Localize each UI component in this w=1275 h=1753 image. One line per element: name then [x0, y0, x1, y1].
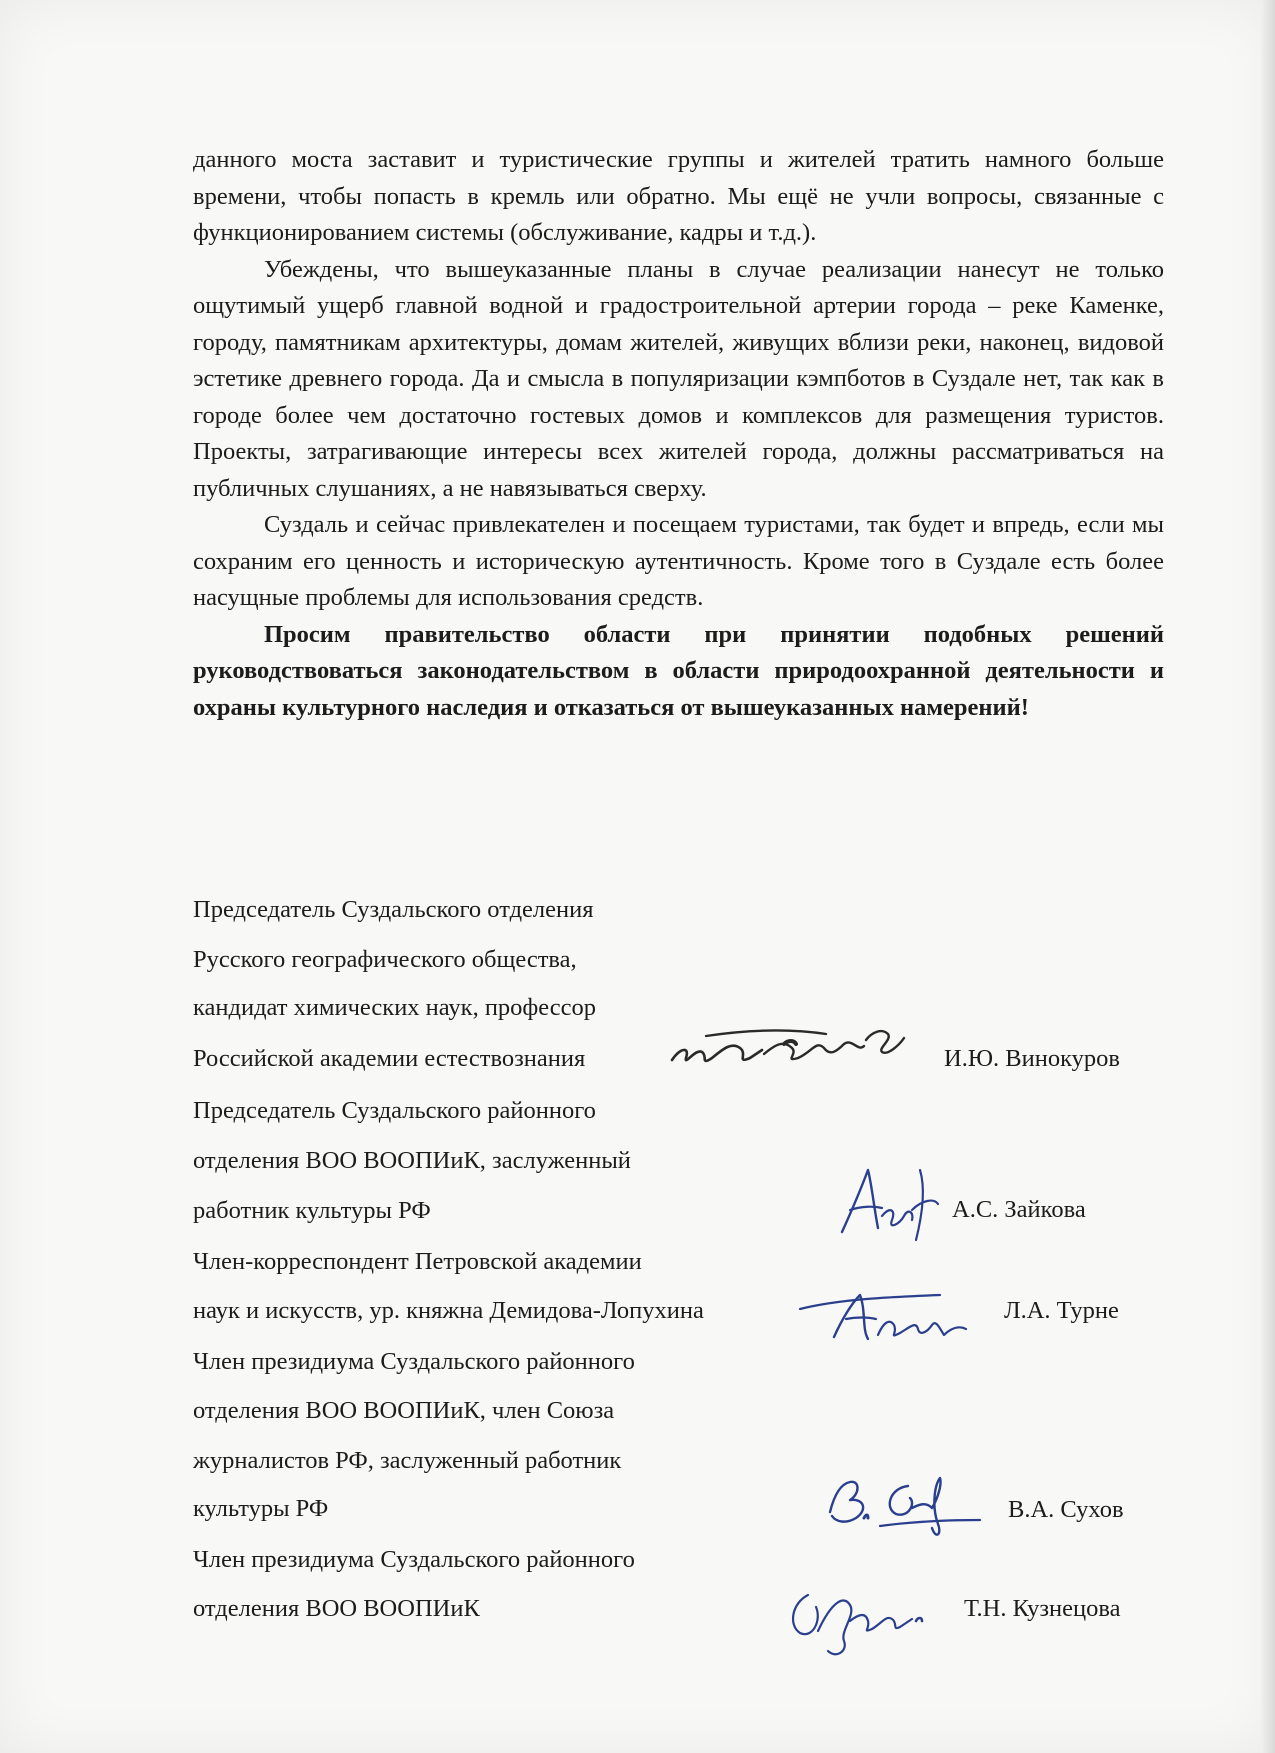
signatory-3-line-2: наук и искусств, ур. княжна Демидова-Лопухина [193, 1297, 704, 1324]
signatory-2-line-1: Председатель Суздальского районного [193, 1097, 596, 1124]
signatory-1-name: И.Ю. Винокуров [944, 1045, 1120, 1072]
signatory-1-line-3: кандидат химических наук, профессор [193, 994, 597, 1021]
signatory-4-line-2: отделения ВОО ВООПИиК, член Союза [193, 1397, 615, 1424]
signatory-1-line-2: Русского географического общества, [193, 946, 577, 973]
signatory-2-name: А.С. Зайкова [952, 1196, 1086, 1223]
signatory-4-line-1: Член президиума Суздальского районного [193, 1348, 635, 1375]
signatory-2-line-2: отделения ВОО ВООПИиК, заслуженный [193, 1147, 631, 1174]
paragraph-request: Просим правительство области при принятии подобных решений руководствоваться законодательством в области природоохранной деятельности и охраны культурного наследия и отказаться от вышеуказанных намерений! [193, 620, 1164, 721]
paragraph-bridge: данного моста заставит и туристические группы и жителей тратить намного больше времени, чтобы попасть в кремль или обратно. Мы ещё не учли вопросы, связанные с функционированием системы (обслуживание, кадры и т.д.). [193, 146, 1164, 246]
signatory-5-name: Т.Н. Кузнецова [964, 1595, 1121, 1622]
signatory-3-name: Л.А. Турне [1004, 1297, 1119, 1324]
signatory-4-line-3: журналистов РФ, заслуженный работник [193, 1447, 622, 1474]
paper-edge [1261, 0, 1275, 1753]
signature-sukhov-icon [820, 1468, 990, 1548]
signature-turne-icon [790, 1255, 990, 1355]
signatory-4-line-4: культуры РФ [193, 1495, 329, 1522]
signature-zaikova-icon [830, 1150, 950, 1250]
paragraph-suzdal-attractive: Суздаль и сейчас привлекателен и посещаем туристами, так будет и впредь, если мы сохраним его ценность и историческую аутентичность. Кроме того в Суздале есть более насущные проблемы для использования средств. [193, 511, 1164, 611]
letter-body [193, 142, 1164, 726]
signatory-5-line-1: Член президиума Суздальского районного [193, 1546, 635, 1573]
signature-kuznetsova-icon [780, 1575, 950, 1665]
signatory-4-name: В.А. Сухов [1008, 1496, 1124, 1523]
signatory-1-line-4: Российской академии естествознания [193, 1045, 586, 1072]
signatory-2-line-3: работник культуры РФ [193, 1197, 431, 1224]
paragraph-conviction: Убеждены, что вышеуказанные планы в случае реализации нанесут не только ощутимый ущерб главной водной и градостроительной артерии города – реке Каменке, городу, памятникам архитектуры, домам жителей, живущих вблизи реки, наконец, видовой эстетике древнего города. Да и смысла в популяризации кэмпботов в Суздале нет, так как в городе более чем достаточно гостевых домов и комплексов для размещения туристов. Проекты, затрагивающие интересы всех жителей города, должны рассматриваться на публичных слушаниях, а не навязываться сверху. [193, 255, 1164, 502]
signatory-1-line-1: Председатель Суздальского отделения [193, 896, 594, 923]
signature-vinokurov-icon [666, 1018, 926, 1078]
signatory-5-line-2: отделения ВОО ВООПИиК [193, 1595, 480, 1622]
signatory-3-line-1: Член-корреспондент Петровской академии [193, 1248, 642, 1275]
